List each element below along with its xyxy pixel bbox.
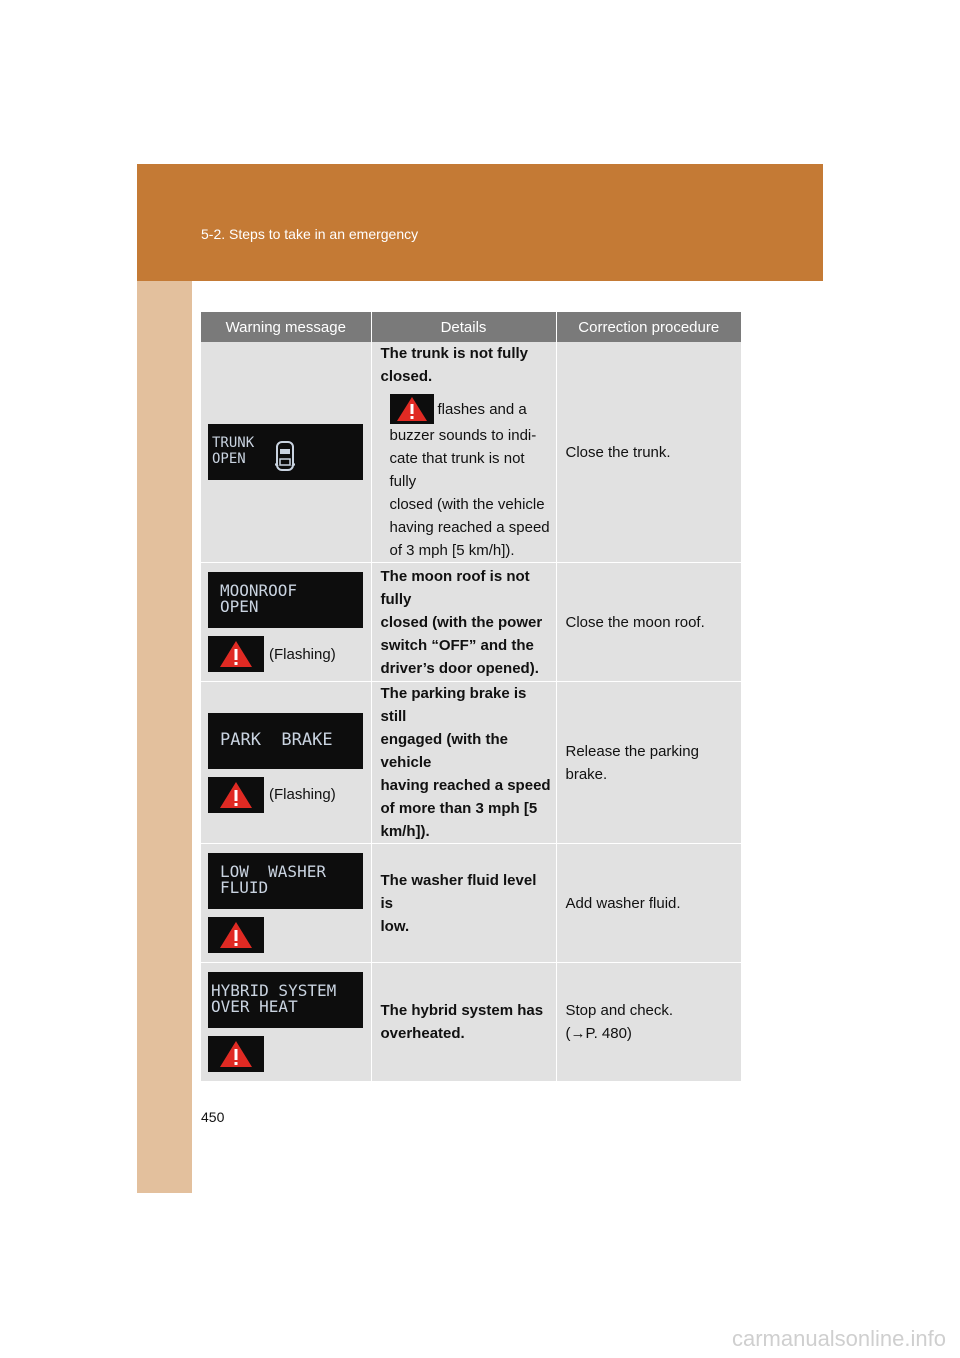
warning-triangle-icon [208,1036,264,1072]
table-row [201,682,741,844]
correction-cell: Release the parking brake. [556,682,741,844]
warning-triangle-icon [390,394,434,424]
warning-table [201,312,741,1082]
flashing-label: (Flashing) [269,786,336,803]
table-row [201,963,741,1082]
warning-message-cell [201,963,371,1082]
side-band [137,281,192,1193]
table-row [201,844,741,963]
column-header-correction: Correction procedure [556,312,741,342]
details-cell: The washer fluid level is low. [371,844,556,963]
page-number: 450 [201,1109,225,1125]
table-row [201,563,741,682]
car-trunk-icon [275,440,295,472]
moonroof-open-display: MOONROOF OPEN [208,572,363,628]
section-title: 5-2. Steps to take in an emergency [201,226,419,242]
details-cell: The parking brake is still engaged (with the vehicle having reached a speed of more than 3 mph [5 km/h]). [371,682,556,844]
details-cell: The moon roof is not fully closed (with the power switch “OFF” and the driver’s door opened). [371,563,556,682]
flashing-label: (Flashing) [269,645,336,663]
details-cell: The trunk is not fully closed. flashes and a buzzer sounds to indi- cate that trunk is not fully closed (with the vehicle having reached a speed of 3 mph [5 km/h]). [371,342,556,563]
table-row [201,342,741,563]
column-header-details: Details [371,312,556,342]
warning-triangle-icon [208,917,264,953]
park-brake-display: PARK BRAKE [208,713,363,769]
warning-message-cell [201,844,371,963]
warning-message-cell [201,342,371,563]
low-washer-fluid-display: LOW WASHER FLUID [208,853,363,909]
warning-triangle-icon [208,636,264,672]
warning-triangle-icon [208,777,264,813]
header-band [137,164,823,281]
table-header-row [201,312,741,342]
warning-message-cell [201,682,371,844]
correction-cell: Stop and check. (→P. 480) [556,963,741,1082]
watermark: carmanualsonline.info [731,1326,946,1351]
column-header-warning-message: Warning message [201,312,371,342]
correction-cell: Close the trunk. [556,342,741,563]
trunk-open-display: TRUNK OPEN [208,424,363,480]
page-reference-link[interactable]: (→P. 480) [565,1025,632,1042]
details-cell: The hybrid system has overheated. [371,963,556,1082]
correction-cell: Close the moon roof. [556,563,741,682]
warning-message-cell [201,563,371,682]
correction-cell: Add washer fluid. [556,844,741,963]
hybrid-system-overheat-display: HYBRID SYSTEM OVER HEAT [208,972,363,1028]
